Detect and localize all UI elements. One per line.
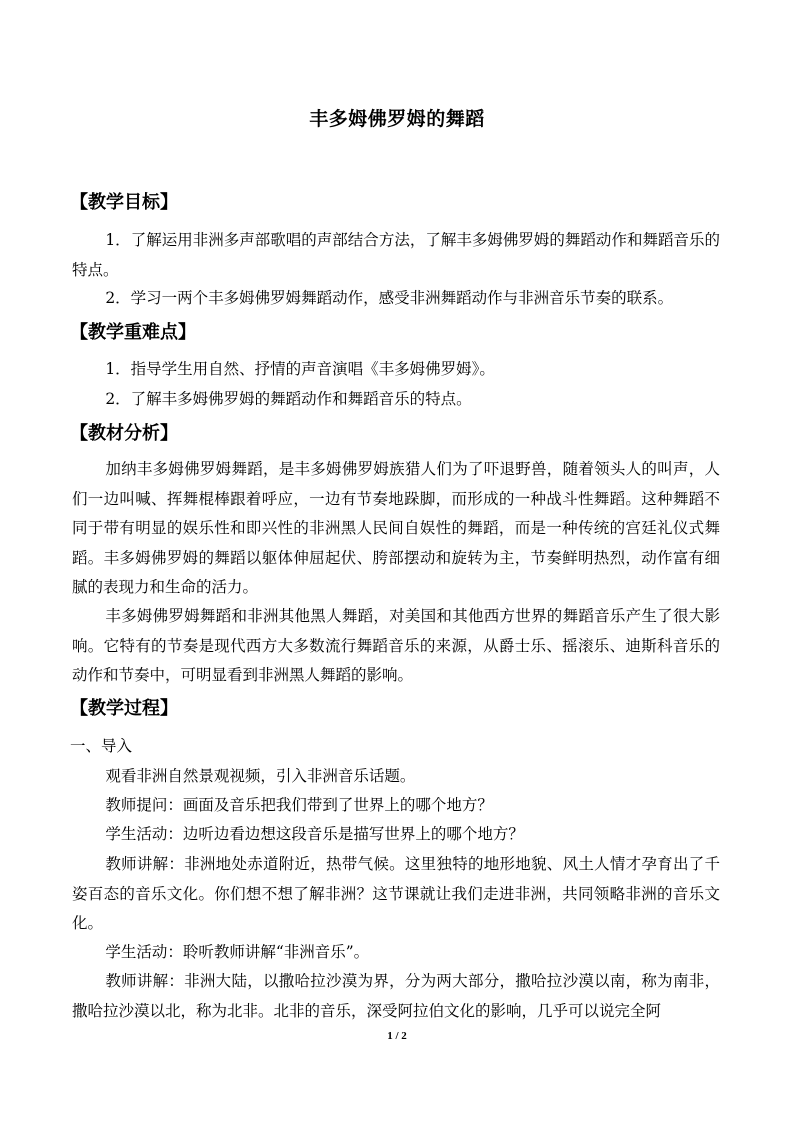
key-point-item-2: 2．了解丰多姆佛罗姆的舞蹈动作和舞蹈音乐的特点。 xyxy=(105,390,472,408)
process-paragraph-6: 教师讲解：非洲大陆，以撒哈拉沙漠为界，分为两大部分，撒哈拉沙漠以南，称为南非，撒哈拉沙漠以北，称为北非。北非的音乐，深受阿拉伯文化的影响，几乎可以说完全阿 xyxy=(72,972,720,1020)
section-heading-objectives: 【教学目标】 xyxy=(70,192,178,213)
document-title: 丰多姆佛罗姆的舞蹈 xyxy=(309,108,485,130)
process-paragraph-2: 教师提问：画面及音乐把我们带到了世界上的哪个地方？ xyxy=(105,796,493,814)
objective-item-2: 2．学习一两个丰多姆佛罗姆舞蹈动作，感受非洲舞蹈动作与非洲音乐节奏的联系。 xyxy=(105,289,674,307)
key-point-item-1: 1．指导学生用自然、抒情的声音演唱《丰多姆佛罗姆》。 xyxy=(105,360,495,378)
section-heading-analysis: 【教材分析】 xyxy=(70,423,178,444)
process-paragraph-5: 学生活动：聆听教师讲解“非洲音乐”。 xyxy=(105,943,370,961)
process-paragraph-3: 学生活动：边听边看边想这段音乐是描写世界上的哪个地方？ xyxy=(105,825,524,843)
process-subheading-intro: 一、导入 xyxy=(70,737,133,755)
analysis-paragraph-2: 丰多姆佛罗姆舞蹈和非洲其他黑人舞蹈，对美国和其他西方世界的舞蹈音乐产生了很大影响。它特有的节奏是现代西方大多数流行舞蹈音乐的来源，从爵士乐、摇滚乐、迪斯科音乐的动作和节奏中，可明显看到非洲黑人舞蹈的影响。 xyxy=(72,607,720,684)
process-paragraph-4: 教师讲解：非洲地处赤道附近，热带气候。这里独特的地形地貌、风土人情才孕育出了千姿百态的音乐文化。你们想不想了解非洲？这节课就让我们走进非洲，共同领略非洲的音乐文化。 xyxy=(72,855,720,932)
analysis-paragraph-1: 加纳丰多姆佛罗姆舞蹈，是丰多姆佛罗姆族猎人们为了吓退野兽，随着领头人的叫声，人们一边叫喊、挥舞棍棒跟着呼应，一边有节奏地跺脚，而形成的一种战斗性舞蹈。这种舞蹈不同于带有明显的娱乐性和即兴性的非洲黑人民间自娱性的舞蹈，而是一种传统的宫廷礼仪式舞蹈。丰多姆佛罗姆的舞蹈以躯体伸屈起伏、胯部摆动和旋转为主，节奏鲜明热烈，动作富有细腻的表现力和生命的活力。 xyxy=(72,460,720,596)
objective-item-1: 1．了解运用非洲多声部歌唱的声部结合方法，了解丰多姆佛罗姆的舞蹈动作和舞蹈音乐的特点。 xyxy=(72,231,720,279)
page-number: 1 / 2 xyxy=(387,1030,407,1042)
section-heading-process: 【教学过程】 xyxy=(70,698,178,719)
process-paragraph-1: 观看非洲自然景观视频，引入非洲音乐话题。 xyxy=(105,767,416,785)
section-heading-key-points: 【教学重难点】 xyxy=(70,322,196,343)
